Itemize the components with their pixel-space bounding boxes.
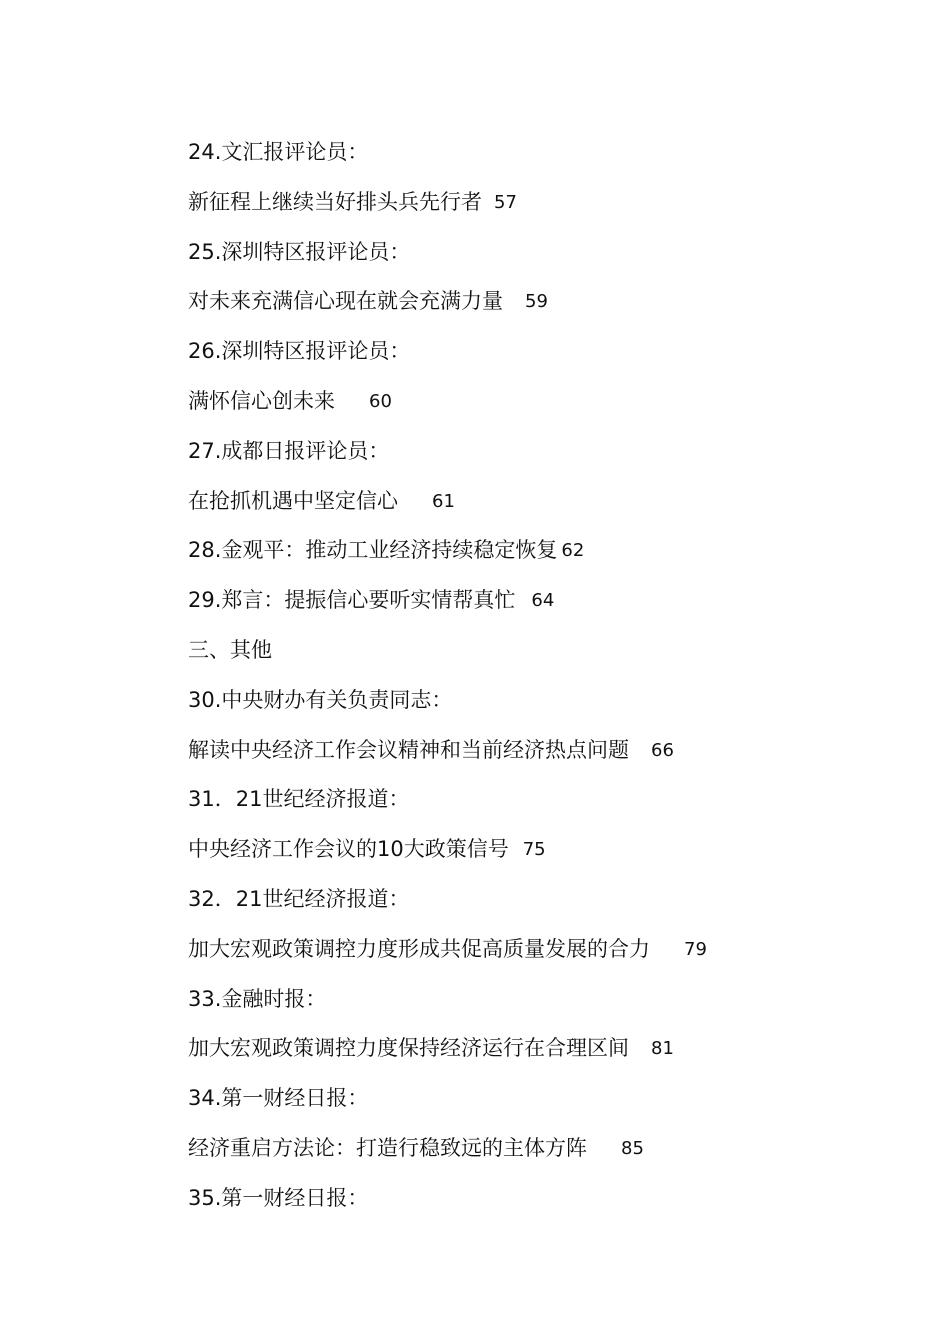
toc-entry-page-number: 64 — [531, 590, 555, 612]
toc-entry-title: 对未来充满信心现在就会充满力量 — [188, 289, 503, 314]
toc-entry — [188, 477, 888, 527]
toc-entry-title: 24.文汇报评论员： — [188, 140, 369, 164]
toc-entry — [188, 1074, 888, 1124]
toc-entry-title: 35.第一财经日报： — [188, 1185, 369, 1210]
toc-entry — [188, 726, 888, 776]
toc-entry — [188, 825, 888, 875]
toc-entry-page-number: 79 — [684, 938, 707, 960]
toc-entry-page-number: 57 — [494, 191, 517, 213]
toc-entry — [188, 228, 888, 278]
toc-entry-title: 33.金融时报： — [188, 986, 327, 1011]
toc-entry-title: 三、其他 — [188, 637, 272, 662]
toc-entry — [188, 526, 888, 576]
toc-entry-page-number: 62 — [561, 540, 585, 562]
toc-entry-title: 34.第一财经日报： — [188, 1086, 369, 1111]
table-of-contents — [188, 128, 888, 1224]
toc-entry-title: 30.中央财办有关负责同志： — [188, 687, 453, 712]
toc-entry — [188, 128, 888, 178]
toc-entry — [188, 327, 888, 377]
toc-entry-title: 加大宏观政策调控力度保持经济运行在合理区间 — [188, 1036, 629, 1061]
toc-entry — [188, 676, 888, 726]
toc-entry-page-number: 85 — [621, 1137, 644, 1159]
toc-entry — [188, 626, 888, 676]
toc-entry — [188, 925, 888, 975]
toc-entry-title: 28.金观平：推动工业经济持续稳定恢复 — [188, 538, 558, 563]
toc-entry-title: 中央经济工作会议的10大政策信号 — [188, 837, 509, 862]
toc-entry — [188, 377, 888, 427]
toc-entry-title: 31．21世纪经济报道： — [188, 787, 410, 812]
toc-entry-page-number: 81 — [651, 1038, 674, 1060]
toc-entry-title: 26.深圳特区报评论员： — [188, 339, 411, 364]
toc-entry-title: 经济重启方法论：打造行稳致远的主体方阵 — [188, 1135, 587, 1160]
toc-entry-title: 加大宏观政策调控力度形成共促高质量发展的合力 — [188, 936, 650, 961]
toc-entry-title: 在抢抓机遇中坚定信心 — [188, 488, 398, 513]
toc-entry-page-number: 66 — [651, 739, 674, 761]
toc-entry — [188, 576, 888, 626]
toc-entry — [188, 1174, 888, 1224]
toc-entry-page-number: 59 — [525, 291, 548, 313]
toc-entry-title: 解读中央经济工作会议精神和当前经济热点问题 — [188, 737, 629, 762]
toc-entry-title: 新征程上继续当好排头兵先行者 — [188, 189, 482, 214]
toc-entry — [188, 975, 888, 1025]
toc-entry-page-number: 60 — [369, 390, 392, 412]
toc-entry — [188, 1024, 888, 1074]
toc-entry-title: 25.深圳特区报评论员： — [188, 239, 411, 264]
toc-entry — [188, 427, 888, 477]
toc-entry-page-number: 61 — [432, 490, 455, 512]
toc-entry — [188, 875, 888, 925]
toc-entry-title: 满怀信心创未来 — [188, 388, 335, 413]
toc-entry — [188, 1124, 888, 1174]
toc-entry-title: 29.郑言：提振信心要听实情帮真忙 — [188, 588, 516, 613]
toc-entry — [188, 178, 888, 228]
toc-entry-page-number: 75 — [522, 839, 546, 861]
toc-entry-title: 27.成都日报评论员： — [188, 438, 390, 463]
toc-entry — [188, 277, 888, 327]
toc-entry — [188, 775, 888, 825]
toc-entry-title: 32．21世纪经济报道： — [188, 886, 410, 911]
